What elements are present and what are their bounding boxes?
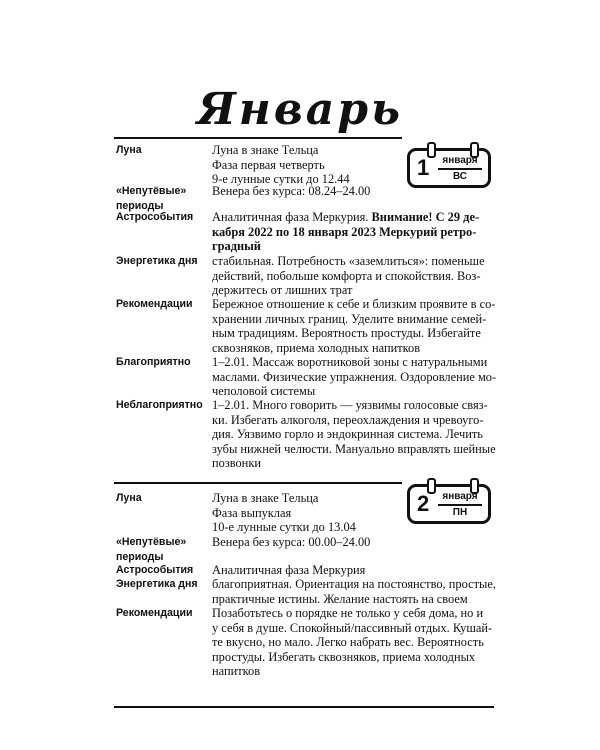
date-badge-day-1: [407, 148, 491, 188]
date-number: 2: [417, 491, 430, 516]
row-label: Астрособытия: [116, 564, 194, 576]
date-month: января: [442, 491, 478, 502]
row-text: Аналитичная фаза Меркурия: [212, 563, 366, 577]
row-label: Неблагоприятно: [116, 399, 203, 411]
badge-divider: [438, 168, 482, 170]
row-text: 1–2.01. Много говорить — уязвимы голосовые связ- ки. Избегать алкоголя, переохлаждения и чревоуго- дия. Уязвимо горло и эндокринная система. Лечить зубы нижней челюсти. Мануально вправлять шейные позвонки: [212, 398, 496, 471]
section-top-rule: [114, 137, 402, 139]
row-text: Позаботьтесь о порядке не только у себя дома, но и у себя в душе. Спокойный/пассивный отдых. Кушай- те вкусно, но мало. Легко набрать вес. Вероятность простуды. Избегать сквозняков, приема холодных напитков: [212, 606, 493, 679]
row-label: «Непутёвые» периоды: [116, 185, 187, 212]
row-label: Благоприятно: [116, 356, 191, 368]
row-text: Луна в знаке Тельца Фаза выпуклая 10-е лунные сутки до 13.04: [212, 491, 356, 535]
page-title: Январь: [196, 84, 404, 135]
date-month: января: [442, 155, 478, 166]
row-text: Аналитичная фаза Меркурия. Внимание! С 29 де- кабря 2022 по 18 января 2023 Меркурий ретро- градный: [212, 210, 480, 254]
row-text: 1–2.01. Массаж воротниковой зоны с натуральными маслами. Физические упражнения. Оздоровление мо- чеполовой системы: [212, 355, 497, 399]
date-number: 1: [417, 155, 430, 180]
row-label: «Непутёвые» периоды: [116, 536, 187, 563]
row-label: Астрособытия: [116, 211, 194, 223]
row-text: Бережное отношение к себе и близким проявите в со- хранении личных границ. Уделите внимание семей- ным традициям. Вероятность простуды. Избегайте сквозняков, приема холодных напитков: [212, 297, 496, 355]
badge-divider: [438, 504, 482, 506]
row-text: стабильная. Потребность «заземлиться»: поменьше действий, побольше комфорта и спокойствия. Воз- держитесь от лишних трат: [212, 254, 485, 298]
row-text: Венера без курса: 08.24–24.00: [212, 184, 371, 198]
row-label: Энергетика дня: [116, 578, 198, 590]
row-label: Рекомендации: [116, 607, 193, 619]
row-label: Луна: [116, 492, 142, 504]
date-weekday: ПН: [452, 507, 468, 518]
date-badge-day-2: [407, 484, 491, 524]
bottom-rule: [114, 706, 494, 708]
row-text: Луна в знаке Тельца Фаза первая четверть 9-е лунные сутки до 12.44: [212, 143, 350, 187]
row-label: Луна: [116, 144, 142, 156]
row-text: благоприятная. Ориентация на постоянство, простые, практичные истины. Желание настоять на своем: [212, 577, 496, 606]
row-text: Венера без курса: 00.00–24.00: [212, 535, 371, 549]
row-label: Энергетика дня: [116, 255, 198, 267]
row-label: Рекомендации: [116, 298, 193, 310]
date-weekday: ВС: [452, 171, 468, 182]
section-divider-rule: [114, 482, 402, 484]
